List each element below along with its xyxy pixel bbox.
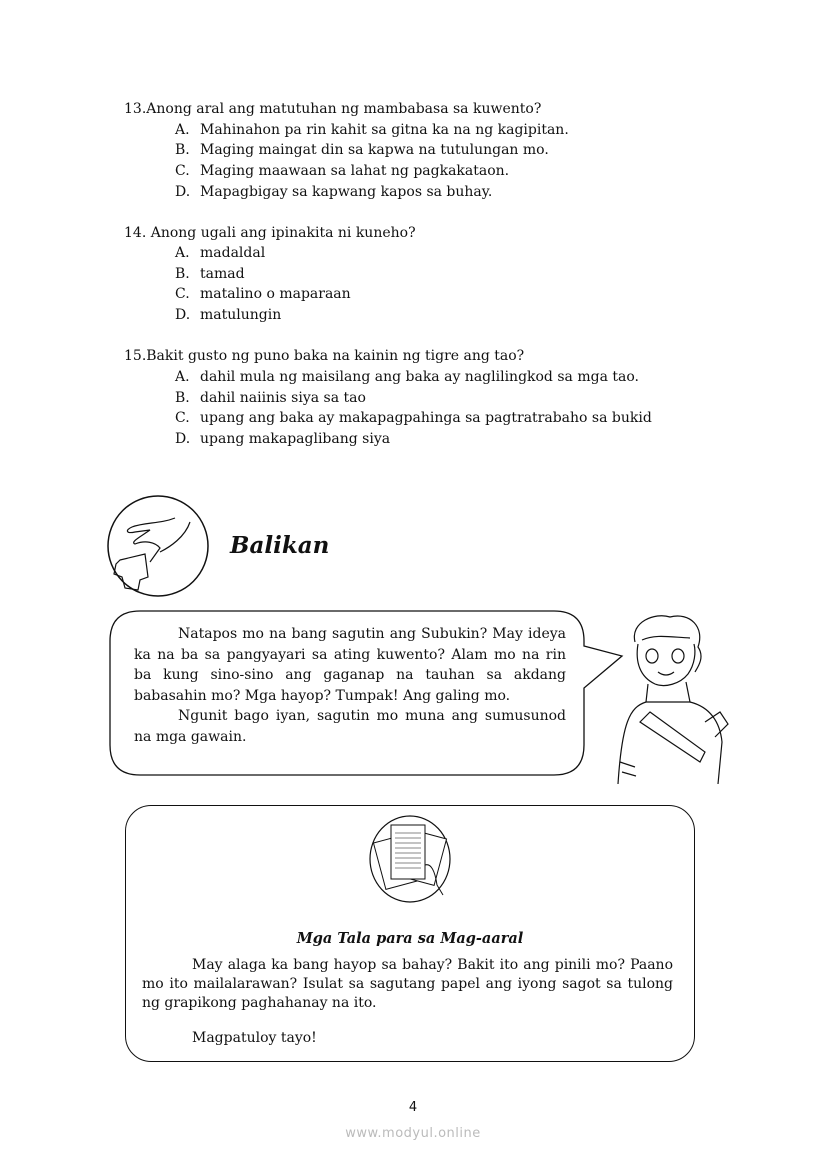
question-text: Anong ugali ang ipinakita ni kuneho?: [150, 225, 416, 241]
option-text: matulungin: [200, 307, 282, 323]
notes-body: [142, 956, 673, 1048]
option-text: dahil naiinis siya sa tao: [200, 390, 366, 406]
question-14: [124, 223, 416, 243]
option-letter: D.: [175, 184, 191, 200]
notes-paragraph: May alaga ka bang hayop sa bahay? Bakit ito ang pinili mo? Paano mo ito mailalarawan? Isulat sa sagutang papel ang iyong sagot sa tulong ng grapikong paghahanay na ito.: [142, 957, 673, 1011]
option-text: Maging maingat din sa kapwa na tutulungan mo.: [200, 142, 549, 158]
bubble-paragraph: Ngunit bago iyan, sagutin mo muna ang sumusunod na mga gawain.: [134, 708, 566, 745]
question-number: 14.: [124, 225, 147, 241]
watermark: www.modyul.online: [345, 1126, 481, 1141]
option-text: Maging maawaan sa lahat ng pagkakataon.: [200, 163, 510, 179]
option-letter: B.: [175, 390, 190, 406]
option-letter: A.: [175, 245, 190, 261]
option-text: Mapagbigay sa kapwang kapos sa buhay.: [200, 184, 493, 200]
option-text: Mahinahon pa rin kahit sa gitna ka na ng kagipitan.: [200, 122, 569, 138]
option-letter: B.: [175, 142, 190, 158]
papers-hand-icon: [365, 815, 457, 905]
student-character-illustration: [610, 612, 735, 787]
option-text: dahil mula ng maisilang ang baka ay naglilingkod sa mga tao.: [200, 369, 639, 385]
option-text: tamad: [200, 266, 245, 282]
question-text: Bakit gusto ng puno baka na kainin ng tigre ang tao?: [146, 348, 525, 364]
question-text: Anong aral ang matutuhan ng mambabasa sa kuwento?: [146, 101, 542, 117]
bubble-text: [134, 624, 566, 747]
notes-paragraph: Magpatuloy tayo!: [192, 1030, 317, 1046]
option-letter: A.: [175, 369, 190, 385]
option-letter: C.: [175, 286, 190, 302]
question-number: 13.: [124, 101, 147, 117]
option-text: matalino o maparaan: [200, 286, 351, 302]
question-number: 15.: [124, 348, 147, 364]
section-title: Balikan: [230, 532, 330, 559]
question-15: [124, 346, 524, 366]
notes-heading: Mga Tala para sa Mag-aaral: [296, 930, 524, 947]
option-letter: D.: [175, 431, 191, 447]
option-letter: D.: [175, 307, 191, 323]
bubble-paragraph: Natapos mo na bang sagutin ang Subukin? May ideya ka na ba sa pangyayari sa ating kuwento? Alam mo na rin ba kung sino-sino ang gaganap na tauhan sa akdang babasahin mo? Mga hayop? Tumpak! Ang galing mo.: [134, 626, 566, 704]
puzzle-hand-icon: [100, 492, 220, 604]
option-letter: B.: [175, 266, 190, 282]
option-letter: A.: [175, 122, 190, 138]
option-text: upang ang baka ay makapagpahinga sa pagtratrabaho sa bukid: [200, 410, 652, 426]
option-letter: C.: [175, 163, 190, 179]
option-text: madaldal: [200, 245, 266, 261]
option-text: upang makapaglibang siya: [200, 431, 391, 447]
page-number: 4: [408, 1100, 418, 1115]
question-13: [124, 99, 541, 119]
option-letter: C.: [175, 410, 190, 426]
